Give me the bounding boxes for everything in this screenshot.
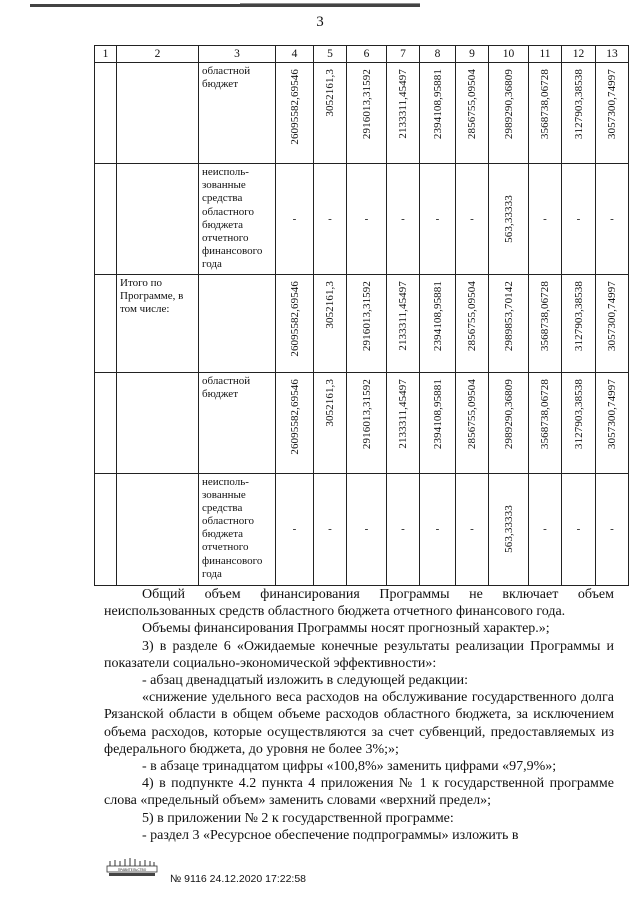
- header-cell: 9: [456, 46, 489, 63]
- value-cell: -: [364, 212, 369, 225]
- row-empty-cell: [95, 63, 117, 164]
- value-cell: -: [435, 212, 440, 225]
- funding-source-label: неисполь-зованные средства областного бюджета отчетного финансового года: [199, 473, 276, 585]
- row-empty-cell: [95, 473, 117, 585]
- header-cell: 3: [199, 46, 276, 63]
- value-cell: 2394108,95881: [431, 378, 444, 449]
- value-cell: 3052161,3: [324, 69, 336, 117]
- value-cell: 2856755,09504: [466, 69, 478, 140]
- header-cell: 2: [117, 46, 199, 63]
- header-cell: 13: [596, 46, 629, 63]
- value-cell: 26095582,69546: [288, 378, 301, 455]
- value-cell: -: [610, 212, 614, 225]
- value-cell: 2133311,45497: [397, 280, 409, 351]
- value-cell: -: [576, 212, 581, 225]
- value-cell: 2133311,45497: [397, 378, 409, 449]
- table-header-row: [95, 46, 629, 63]
- value-cell: -: [435, 523, 440, 535]
- value-cell: 3052161,3: [324, 280, 336, 329]
- value-cell: 2856755,09504: [466, 378, 478, 449]
- row-group-label: [117, 372, 199, 473]
- value-cell: 3568738,06728: [539, 280, 551, 351]
- scan-edge-mark-2: [240, 3, 420, 5]
- table-row: [95, 63, 629, 164]
- page-number: 3: [316, 14, 324, 30]
- value-cell: -: [470, 523, 474, 535]
- value-cell: 3057300,74997: [606, 378, 618, 449]
- funding-source-label: неисполь-зованные средства областного бюджета отчетного финансового года: [199, 164, 276, 275]
- value-cell: -: [610, 523, 614, 535]
- value-cell: 26095582,69546: [288, 69, 301, 145]
- value-cell: 3057300,74997: [606, 280, 618, 351]
- table-row: [95, 164, 629, 275]
- header-cell: 12: [562, 46, 596, 63]
- value-cell: -: [470, 212, 474, 225]
- row-empty-cell: [95, 372, 117, 473]
- table-row: [95, 473, 629, 585]
- header-cell: 1: [95, 46, 117, 63]
- row-group-label: [117, 63, 199, 164]
- value-cell: 563,33333: [502, 505, 515, 553]
- value-cell: -: [576, 523, 581, 535]
- funding-source-label: областной бюджет: [199, 372, 276, 473]
- row-empty-cell: [95, 274, 117, 372]
- value-cell: 2133311,45497: [397, 69, 409, 139]
- value-cell: 3568738,06728: [539, 378, 551, 449]
- value-cell: 2989853,70142: [502, 280, 515, 351]
- value-cell: 2989290,36809: [502, 378, 515, 449]
- value-cell: 3052161,3: [324, 378, 336, 427]
- funding-source-label: областной бюджет: [199, 63, 276, 164]
- value-cell: 26095582,69546: [288, 280, 301, 357]
- value-cell: -: [292, 523, 297, 535]
- value-cell: 2394108,95881: [431, 69, 444, 140]
- paragraph: - раздел 3 «Ресурсное обеспечение подпрограммы» изложить в: [142, 827, 519, 843]
- value-cell: 2916013,31592: [360, 69, 373, 140]
- value-cell: 3568738,06728: [539, 69, 551, 140]
- header-cell: 6: [347, 46, 387, 63]
- header-cell: 5: [314, 46, 347, 63]
- value-cell: -: [328, 212, 332, 225]
- value-cell: -: [364, 523, 369, 535]
- paragraph: 4) в подпункте 4.2 пункта 4 приложения № 1 к государственной программе слова «предельный объем» заменить словами «верхний предел»;: [104, 776, 614, 809]
- value-cell: -: [401, 212, 405, 225]
- value-cell: -: [292, 212, 297, 225]
- value-cell: 3057300,74997: [606, 69, 618, 140]
- document-registration-line: № 9116 24.12.2020 17:22:58: [170, 873, 307, 885]
- row-group-label: [117, 164, 199, 275]
- row-group-label: [117, 473, 199, 585]
- value-cell: 2856755,09504: [466, 280, 478, 351]
- header-cell: 8: [420, 46, 456, 63]
- header-cell: 10: [489, 46, 529, 63]
- paragraph: «снижение удельного веса расходов на обслуживание государственного долга Рязанской области в общем объеме расходов областного бюджета, за исключением объема расходов, которые осуществляются за счет субвенций, предоставляемых из федерального бюджета, до уровня не более 3%;»;: [104, 690, 614, 757]
- header-cell: 4: [276, 46, 314, 63]
- value-cell: 2916013,31592: [360, 280, 373, 351]
- paragraph: Общий объем финансирования Программы не включает объем неиспользованных средств областного бюджета отчетного финансового года.: [104, 587, 614, 620]
- value-cell: 2394108,95881: [431, 280, 444, 351]
- value-cell: 563,33333: [502, 194, 515, 243]
- funding-source-label: [199, 274, 276, 372]
- body-text: [104, 586, 614, 844]
- value-cell: 3127903,38538: [572, 69, 585, 140]
- government-emblem-stamp: [106, 857, 158, 877]
- table-row: [95, 274, 629, 372]
- paragraph: - в абзаце тринадцатом цифры «100,8%» заменить цифрами «97,9%»;: [142, 759, 557, 775]
- value-cell: 3127903,38538: [572, 378, 585, 449]
- row-group-label: Итого по Программе, в том числе:: [117, 274, 199, 372]
- value-cell: -: [543, 212, 547, 225]
- header-cell: 11: [529, 46, 562, 63]
- value-cell: 2916013,31592: [360, 378, 373, 449]
- value-cell: 3127903,38538: [572, 280, 585, 351]
- value-cell: -: [543, 523, 547, 535]
- value-cell: -: [401, 523, 405, 535]
- row-empty-cell: [95, 164, 117, 275]
- header-cell: 7: [387, 46, 420, 63]
- paragraph: 5) в приложении № 2 к государственной программе:: [142, 810, 454, 826]
- paragraph: Объемы финансирования Программы носят прогнозный характер.»;: [142, 621, 550, 637]
- stamp-text: ПРАВИТЕЛЬСТВО: [117, 868, 147, 872]
- paragraph: 3) в разделе 6 «Ожидаемые конечные результаты реализации Программы и показатели социально-экономической эффективности»:: [104, 638, 614, 671]
- table-row: [95, 372, 629, 473]
- paragraph: - абзац двенадцатый изложить в следующей редакции:: [142, 673, 469, 689]
- value-cell: -: [328, 523, 332, 535]
- value-cell: 2989290,36809: [502, 69, 515, 140]
- financing-table: [94, 45, 629, 586]
